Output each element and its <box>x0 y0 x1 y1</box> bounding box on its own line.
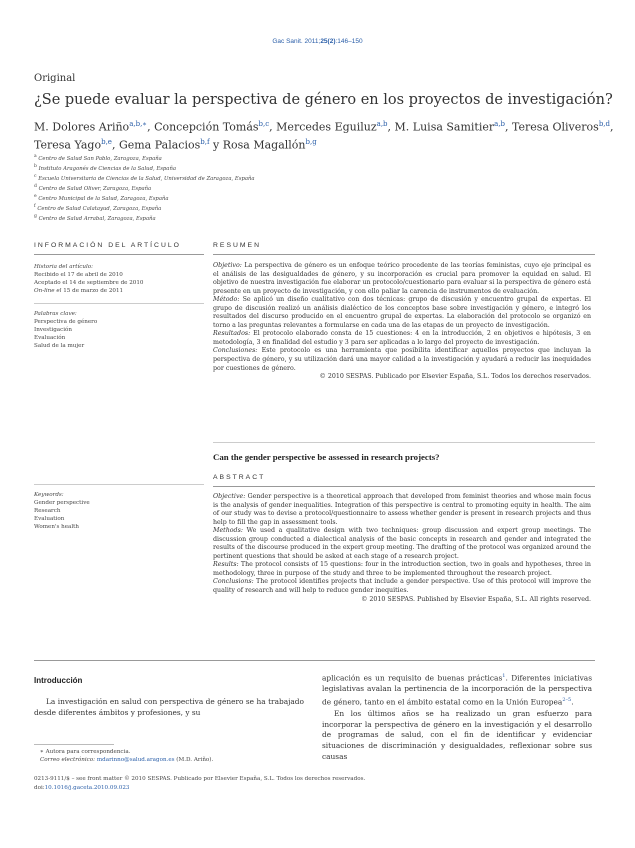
divider <box>213 486 595 487</box>
affiliation-item <box>34 203 255 213</box>
author-separator: y <box>209 138 223 152</box>
footnote-divider <box>34 744 114 745</box>
keywords-es-label: Palabras clave: <box>34 311 77 317</box>
para-label: Conclusions: <box>213 578 254 586</box>
doi-link[interactable]: 10.1016/j.gaceta.2010.09.023 <box>44 785 130 791</box>
author-name: Teresa Oliveros <box>512 120 599 134</box>
divider <box>34 484 204 485</box>
asterisk-marker: ∗ <box>40 749 44 755</box>
email-link[interactable]: mdarinno@salud.aragon.es <box>96 757 175 763</box>
author-separator: , <box>387 120 395 134</box>
divider <box>34 303 204 304</box>
keyword: Investigación <box>34 327 72 333</box>
affiliation-key: f <box>34 204 36 210</box>
author-affiliation-sup[interactable]: a,b <box>376 120 388 128</box>
journal-citation[interactable]: Gac Sanit. 2011;25(2):146–150 <box>272 38 363 45</box>
keyword: Salud de la mujer <box>34 343 85 349</box>
author-name: Teresa Yago <box>34 138 102 152</box>
keyword: Gender perspective <box>34 500 90 506</box>
para-label: Resultados: <box>213 330 251 338</box>
article-type: Original <box>34 73 76 84</box>
resumen-body <box>213 262 591 382</box>
affiliation-key: e <box>34 194 37 200</box>
keywords-en <box>34 491 204 531</box>
affiliation-item <box>34 213 255 223</box>
issn-line: 0213-9111/$ – see front matter © 2010 SESPAS. Publicado por Elsevier España, S.L. Todos los derechos reservados. <box>34 776 366 782</box>
text-run: aplicación es un requisito de buenas prácticas <box>322 673 503 683</box>
author-affiliation-sup[interactable]: b,e <box>101 138 112 147</box>
affiliation-key: a <box>34 154 37 159</box>
divider <box>213 442 595 443</box>
divider <box>34 254 204 255</box>
affiliation-key: g <box>34 214 37 220</box>
author-affiliation-sup[interactable]: a,b <box>494 120 506 128</box>
para-label: Objetivo: <box>213 262 242 269</box>
affiliation-text: Centro de Salud Calatayud, Zaragoza, España <box>37 206 162 213</box>
intro-paragraph-left: La investigación en salud con perspectiva de género se ha trabajado desde diferentes ámbitos y profesiones, y su <box>34 697 304 717</box>
resumen-copyright: © 2010 SESPAS. Publicado por Elsevier España, S.L. Todos los derechos reservados. <box>319 373 591 381</box>
para-label: Conclusiones: <box>213 347 258 355</box>
online-date: 15 de marzo de 2011 <box>63 288 124 294</box>
author-name: Concepción Tomás <box>154 120 259 134</box>
affiliation-item <box>34 193 255 203</box>
author-separator: , <box>111 138 119 152</box>
keywords-en-label: Keywords: <box>34 492 64 498</box>
affiliation-text: Centro de Salud San Pablo, Zaragoza, España <box>38 155 162 162</box>
author-name: Gema Palacios <box>118 138 201 152</box>
abstract-paragraph <box>213 561 591 578</box>
email-suffix: (M.D. Ariño). <box>176 757 214 763</box>
author-affiliation-sup[interactable]: b,d <box>598 120 610 128</box>
resumen-header: RESUMEN <box>213 242 261 249</box>
para-text: We used a qualitative design with two techniques: group discussion and expert group meetings. The discussion group conducted a dialectical analysis of the basic concepts in research and gender and integrated the results of the discourse produced in the expert group meeting. The drafting of the protocol was organized around the pertinent questions that should be asked at each stage of a research project. <box>213 527 591 560</box>
abstract-header: ABSTRACT <box>213 474 266 481</box>
para-text: The protocol identifies projects that include a gender perspective. Use of this protocol will improve the quality of research and will help to reduce gender inequities. <box>213 578 591 595</box>
abstract-paragraph <box>213 527 591 561</box>
email-label: Correo electrónico: <box>40 757 96 763</box>
history-label: Historia del artículo: <box>34 264 94 270</box>
abstract-paragraph <box>213 330 591 347</box>
affiliation-item <box>34 173 255 183</box>
author-name: M. Luisa Samitier <box>394 120 495 134</box>
author-separator: , <box>610 120 614 134</box>
accepted-date: Aceptado el 14 de septiembre de 2010 <box>34 280 144 286</box>
abstract-paragraph <box>213 347 591 373</box>
author-separator: , <box>269 120 277 134</box>
english-title: Can the gender perspective be assessed in research projects? <box>213 452 440 462</box>
keyword: Women's health <box>34 524 80 530</box>
para-label: Methods: <box>213 527 243 535</box>
affiliation-item <box>34 153 255 163</box>
doi-label: doi: <box>34 785 45 791</box>
keyword: Evaluation <box>34 516 65 522</box>
author-affiliation-sup[interactable]: a,b,∗ <box>129 120 148 128</box>
keyword: Perspectiva de género <box>34 319 98 325</box>
para-text: Se aplicó un diseño cualitativo con dos técnicas: grupo de discusión y encuentro grupal de expertas. El grupo de discusión realizó un análisis dialéctico de los conceptos base sobre investigación y género, e integró los resultados del discurso producido en el encuentro grupal de expertas. La elaboración del protocolo se organizó en torno a las preguntas relevantes a formularse en cada una de las etapas de un proyecto de investigación. <box>213 296 591 329</box>
para-text: La perspectiva de género es un enfoque teórico procedente de las teorías feministas, cuyo eje principal es el análisis de las desigualdades de género, y su incorporación es crucial para promover la equidad en salud. El objetivo de nuestra investigación fue elaborar un protocolo/cuestionario para evaluar si la perspectiva de género está presente en un proyecto de investigación, y con ello paliar la carencia de instrumentos de evaluación. <box>213 262 591 295</box>
body-paragraph: En los últimos años se ha realizado un gran esfuerzo para incorporar la perspectiva de género en la investigación y el desarrollo de programas de salud, con el fin de identificar y evidenciar situaciones de discriminación y desigualdades, reflexionar sobre sus causas <box>322 708 592 762</box>
author-name: Mercedes Eguiluz <box>276 120 377 134</box>
para-label: Objective: <box>213 493 246 500</box>
abstract-paragraph <box>213 262 591 296</box>
affiliation-key: d <box>34 184 37 190</box>
para-text: The protocol consists of 15 questions: four in the introduction section, two in goals and hypotheses, three in methodology, three in purpose of the study and three to be implemented throughout the research project. <box>213 561 591 577</box>
affiliation-text: Centro Municipal de la Salud, Zaragoza, España <box>38 196 169 203</box>
para-label: Método: <box>213 296 240 304</box>
abstract-body <box>213 493 591 604</box>
affiliation-text: Centro de Salud Oliver, Zaragoza, España <box>38 185 152 192</box>
keywords-es <box>34 310 204 350</box>
article-history <box>34 263 204 295</box>
article-title: ¿Se puede evaluar la perspectiva de género en los proyectos de investigación? <box>34 92 613 108</box>
author-separator: , <box>505 120 513 134</box>
citation-ref[interactable]: 1 <box>502 673 506 679</box>
author-name: M. Dolores Ariño <box>34 120 130 134</box>
para-label: Results: <box>213 561 239 569</box>
body-paragraph <box>322 671 592 709</box>
text-run: . <box>571 697 574 707</box>
footnote <box>40 748 310 764</box>
para-text: Gender perspective is a theoretical approach that developed from feminist theories and whose main focus is the analysis of gender inequalities. Integration of this perspective is central to promoting equity in health. The aim of our study was to devise a protocol/questionnaire to assess whether gender is present in research projects and thus help to fill the gap in assessment tools. <box>213 493 591 526</box>
citation-ref[interactable]: 2–5 <box>562 697 572 704</box>
affiliation-text: Centro de Salud Arrabal, Zaragoza, España <box>38 216 156 223</box>
received-date: Recibido el 17 de abril de 2010 <box>34 272 123 278</box>
affiliation-text: Escuela Universitaria de Ciencias de la Salud, Universidad de Zaragoza, España <box>38 175 255 182</box>
para-text: Este protocolo es una herramienta que posibilita identificar aquellos proyectos que incluyan la perspectiva de género, y su utilización dará una mayor calidad a la investigación y ayudará a reducir las inequidades por cuestiones de género. <box>213 347 591 372</box>
author-affiliation-sup[interactable]: b,c <box>258 120 270 128</box>
doi-line <box>34 784 594 792</box>
affiliation-item <box>34 183 255 193</box>
divider <box>34 660 595 661</box>
abstract-paragraph <box>213 493 591 527</box>
intro-paragraph-right <box>322 671 592 763</box>
author-separator: , <box>147 120 155 134</box>
keyword: Evaluación <box>34 335 66 341</box>
author-affiliation-sup[interactable]: b,f <box>200 138 210 147</box>
abstract-copyright: © 2010 SESPAS. Published by Elsevier España, S.L. All rights reserved. <box>361 595 591 603</box>
author-note: Autora para correspondencia. <box>45 749 131 755</box>
intro-heading: Introducción <box>34 676 83 685</box>
para-text: El protocolo elaborado consta de 15 cuestiones: 4 en la introducción, 2 en objetivos e hipótesis, 3 en metodología, 3 en finalidad del estudio y 3 para ser aplicadas a lo largo del proyecto de investigación. <box>213 330 591 346</box>
author-list <box>34 117 614 153</box>
author-name: Rosa Magallón <box>222 138 306 152</box>
affiliation-key: c <box>34 174 37 180</box>
abstract-paragraph <box>213 296 591 330</box>
article-info-header: INFORMACIÓN DEL ARTÍCULO <box>34 242 181 249</box>
text-run: . Diferentes iniciativas legislativas avalan la pertinencia de la incorporación de la perspectiva de género, tanto en el ámbito estatal como en la Unión Europea <box>322 673 592 707</box>
divider <box>213 254 595 255</box>
affiliation-list <box>34 153 255 223</box>
affiliation-item <box>34 163 255 173</box>
author-affiliation-sup[interactable]: b,g <box>305 138 317 147</box>
affiliation-key: b <box>34 164 37 170</box>
keyword: Research <box>34 508 61 514</box>
affiliation-text: Instituto Aragonés de Ciencias de la Salud, España <box>38 165 177 172</box>
abstract-paragraph <box>213 578 591 595</box>
online-label: On-line el <box>34 288 62 294</box>
